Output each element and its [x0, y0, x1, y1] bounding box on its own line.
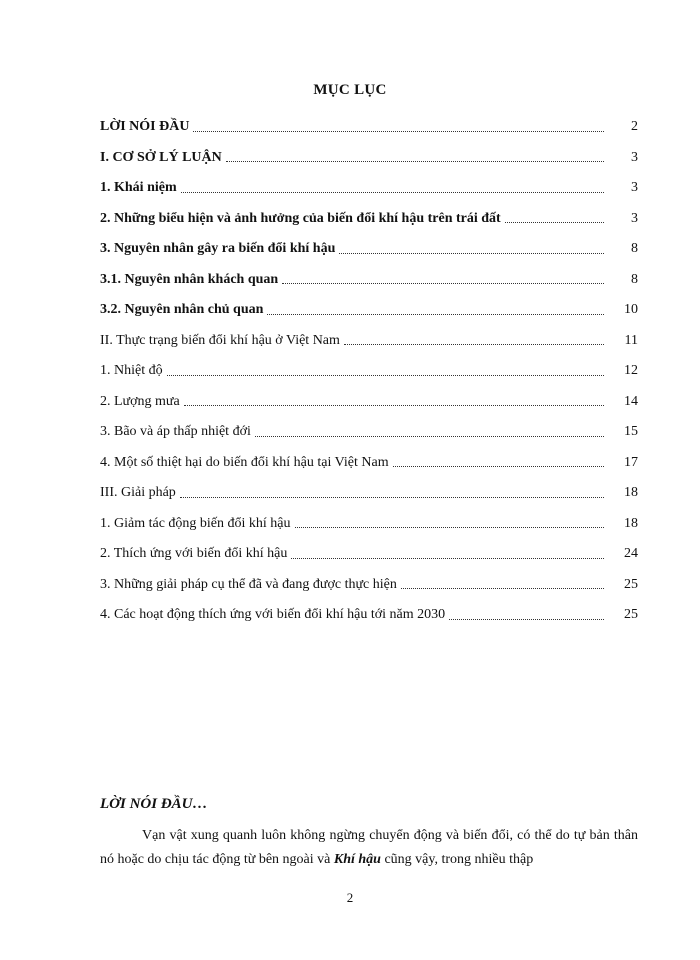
toc-entry-label: 3. Bão và áp thấp nhiệt đới: [100, 424, 251, 440]
toc-entry-label: 1. Nhiệt độ: [100, 363, 163, 379]
toc-entry[interactable]: [100, 417, 638, 448]
toc-entry-label: 1. Giảm tác động biến đổi khí hậu: [100, 515, 291, 531]
toc-entry-label: 2. Lượng mưa: [100, 393, 180, 409]
preface-paragraph: [100, 824, 638, 872]
toc-entry-label: 3.2. Nguyên nhân chủ quan: [100, 302, 264, 318]
toc-entry-page: 11: [624, 332, 638, 348]
toc-entry-label: 4. Các hoạt động thích ứng với biến đổi khí hậu tới năm 2030: [100, 607, 446, 623]
toc-entry[interactable]: [100, 509, 638, 540]
toc-entry-page: 12: [624, 363, 638, 379]
toc-entry-page: 3: [631, 210, 638, 226]
toc-leader-dots: [267, 314, 604, 315]
toc-leader-dots: [167, 375, 604, 376]
toc-entry[interactable]: [100, 173, 638, 204]
toc-entry[interactable]: [100, 539, 638, 570]
toc-entry[interactable]: [100, 448, 638, 479]
toc-entry[interactable]: [100, 326, 638, 357]
toc-entry-page: 3: [631, 149, 638, 165]
preface-heading: LỜI NÓI ĐẦU…: [100, 796, 208, 812]
toc-entry-page: 15: [624, 424, 638, 440]
toc-leader-dots: [193, 131, 604, 132]
page-number: 2: [346, 890, 354, 905]
toc-entry[interactable]: [100, 356, 638, 387]
toc-leader-dots: [339, 253, 604, 254]
toc-entry[interactable]: [100, 143, 638, 174]
toc-entry[interactable]: [100, 570, 638, 601]
toc-entry-label: 2. Thích ứng với biến đổi khí hậu: [100, 546, 288, 562]
toc-entry-page: 10: [624, 302, 638, 318]
toc-leader-dots: [401, 588, 604, 589]
toc-entry[interactable]: [100, 600, 638, 631]
toc-entry-label: 3. Những giải pháp cụ thể đã và đang được thực hiện: [100, 576, 397, 592]
toc-entry-label: 3.1. Nguyên nhân khách quan: [100, 271, 279, 287]
toc-leader-dots: [393, 466, 604, 467]
table-of-contents: [100, 112, 638, 631]
toc-entry[interactable]: [100, 295, 638, 326]
toc-entry-label: 3. Nguyên nhân gây ra biến đổi khí hậu: [100, 241, 336, 257]
toc-leader-dots: [282, 283, 604, 284]
toc-entry[interactable]: [100, 234, 638, 265]
toc-entry-label: LỜI NÓI ĐẦU: [100, 119, 190, 135]
toc-entry-page: 14: [624, 393, 638, 409]
toc-entry-label: 4. Một số thiệt hại do biến đổi khí hậu tại Việt Nam: [100, 454, 389, 470]
toc-leader-dots: [344, 344, 604, 345]
toc-leader-dots: [295, 527, 604, 528]
preface-emphasis: Khí hậu: [333, 852, 381, 867]
toc-entry-page: 18: [624, 485, 638, 501]
toc-leader-dots: [181, 192, 604, 193]
toc-leader-dots: [505, 222, 604, 223]
preface-text-after: cũng vậy, trong nhiều thập: [380, 852, 534, 867]
toc-title: MỤC LỤC: [313, 82, 387, 98]
toc-entry[interactable]: [100, 204, 638, 235]
toc-entry-label: 2. Những biểu hiện và ảnh hưởng của biến đổi khí hậu trên trái đất: [100, 210, 501, 226]
toc-entry[interactable]: [100, 478, 638, 509]
toc-leader-dots: [255, 436, 604, 437]
toc-entry-page: 8: [631, 271, 638, 287]
toc-entry-label: II. Thực trạng biến đổi khí hậu ở Việt Nam: [100, 332, 340, 348]
toc-entry-label: 1. Khái niệm: [100, 180, 177, 196]
toc-entry-label: III. Giải pháp: [100, 485, 176, 501]
toc-entry[interactable]: [100, 112, 638, 143]
toc-entry-page: 3: [631, 180, 638, 196]
toc-entry-page: 25: [624, 607, 638, 623]
toc-leader-dots: [180, 497, 604, 498]
preface-text-before: Vạn vật xung quanh luôn không ngừng chuyển động và biến đổi, có thể do tự bản thân nó hoặc do chịu tác động từ bên ngoài và: [100, 828, 638, 867]
toc-entry-page: 18: [624, 515, 638, 531]
toc-entry[interactable]: [100, 265, 638, 296]
toc-leader-dots: [226, 161, 604, 162]
toc-entry-page: 2: [631, 119, 638, 135]
toc-entry-label: I. CƠ SỞ LÝ LUẬN: [100, 149, 222, 165]
toc-leader-dots: [291, 558, 604, 559]
toc-leader-dots: [449, 619, 604, 620]
toc-entry-page: 17: [624, 454, 638, 470]
toc-entry[interactable]: [100, 387, 638, 418]
toc-leader-dots: [184, 405, 604, 406]
toc-entry-page: 24: [624, 546, 638, 562]
toc-entry-page: 25: [624, 576, 638, 592]
toc-entry-page: 8: [631, 241, 638, 257]
